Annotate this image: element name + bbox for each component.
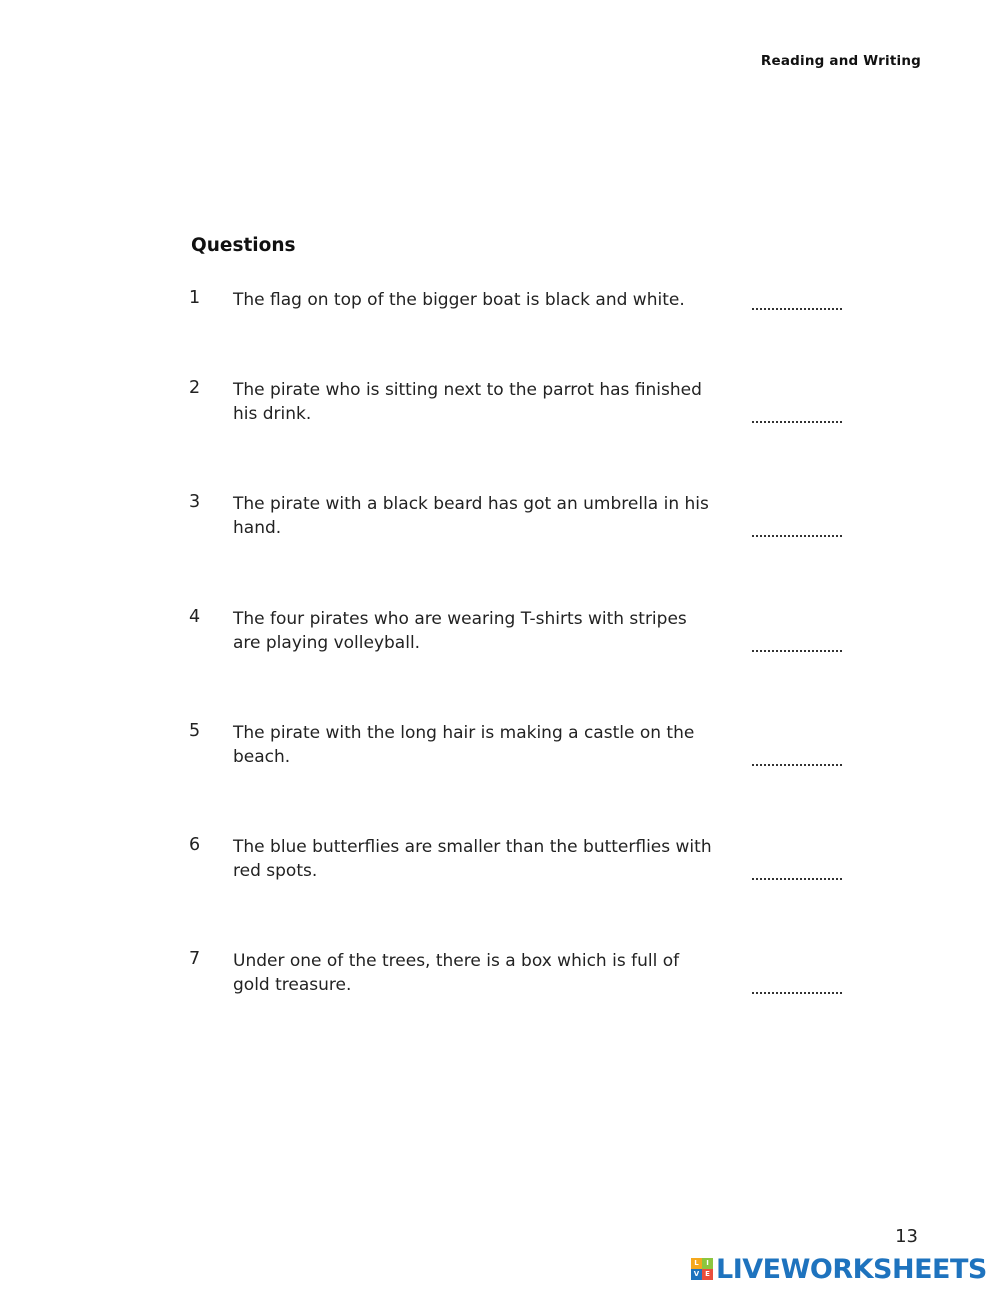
question-number: 6 [189,835,201,855]
question-item [189,288,849,348]
logo-letter: V [691,1269,702,1280]
liveworksheets-logo-icon [691,1258,713,1280]
question-text: The four pirates who are wearing T-shirts with stripes are playing volleyball. [233,609,687,653]
answer-blank[interactable] [752,649,842,652]
answer-blank[interactable] [752,307,842,310]
question-text: The flag on top of the bigger boat is black and white. [233,290,685,310]
answer-blank[interactable] [752,763,842,766]
question-number: 5 [189,721,201,741]
answer-blank[interactable] [752,534,842,537]
questions-title: Questions [191,235,296,256]
question-item [189,721,849,781]
page-number: 13 [895,1226,918,1247]
question-number: 3 [189,492,201,512]
answer-blank[interactable] [752,991,842,994]
question-item [189,607,849,667]
question-item [189,949,849,1009]
watermark-text: LIVEWORKSHEETS [716,1253,987,1285]
logo-letter: I [702,1258,713,1269]
question-text: The pirate with a black beard has got an umbrella in his hand. [233,494,709,538]
liveworksheets-watermark [691,1253,987,1285]
question-text: The blue butterflies are smaller than the butterflies with red spots. [233,837,712,881]
question-text: Under one of the trees, there is a box which is full of gold treasure. [233,951,680,995]
logo-letter: L [691,1258,702,1269]
logo-letter: E [702,1269,713,1280]
question-number: 4 [189,607,201,627]
section-header: Reading and Writing [760,53,921,69]
question-number: 1 [189,288,201,308]
question-number: 2 [189,378,201,398]
question-number: 7 [189,949,201,969]
question-text: The pirate with the long hair is making a castle on the beach. [233,723,695,767]
question-item [189,835,849,895]
question-item [189,492,849,552]
question-text: The pirate who is sitting next to the parrot has finished his drink. [233,380,702,424]
answer-blank[interactable] [752,877,842,880]
question-item [189,378,849,438]
answer-blank[interactable] [752,420,842,423]
